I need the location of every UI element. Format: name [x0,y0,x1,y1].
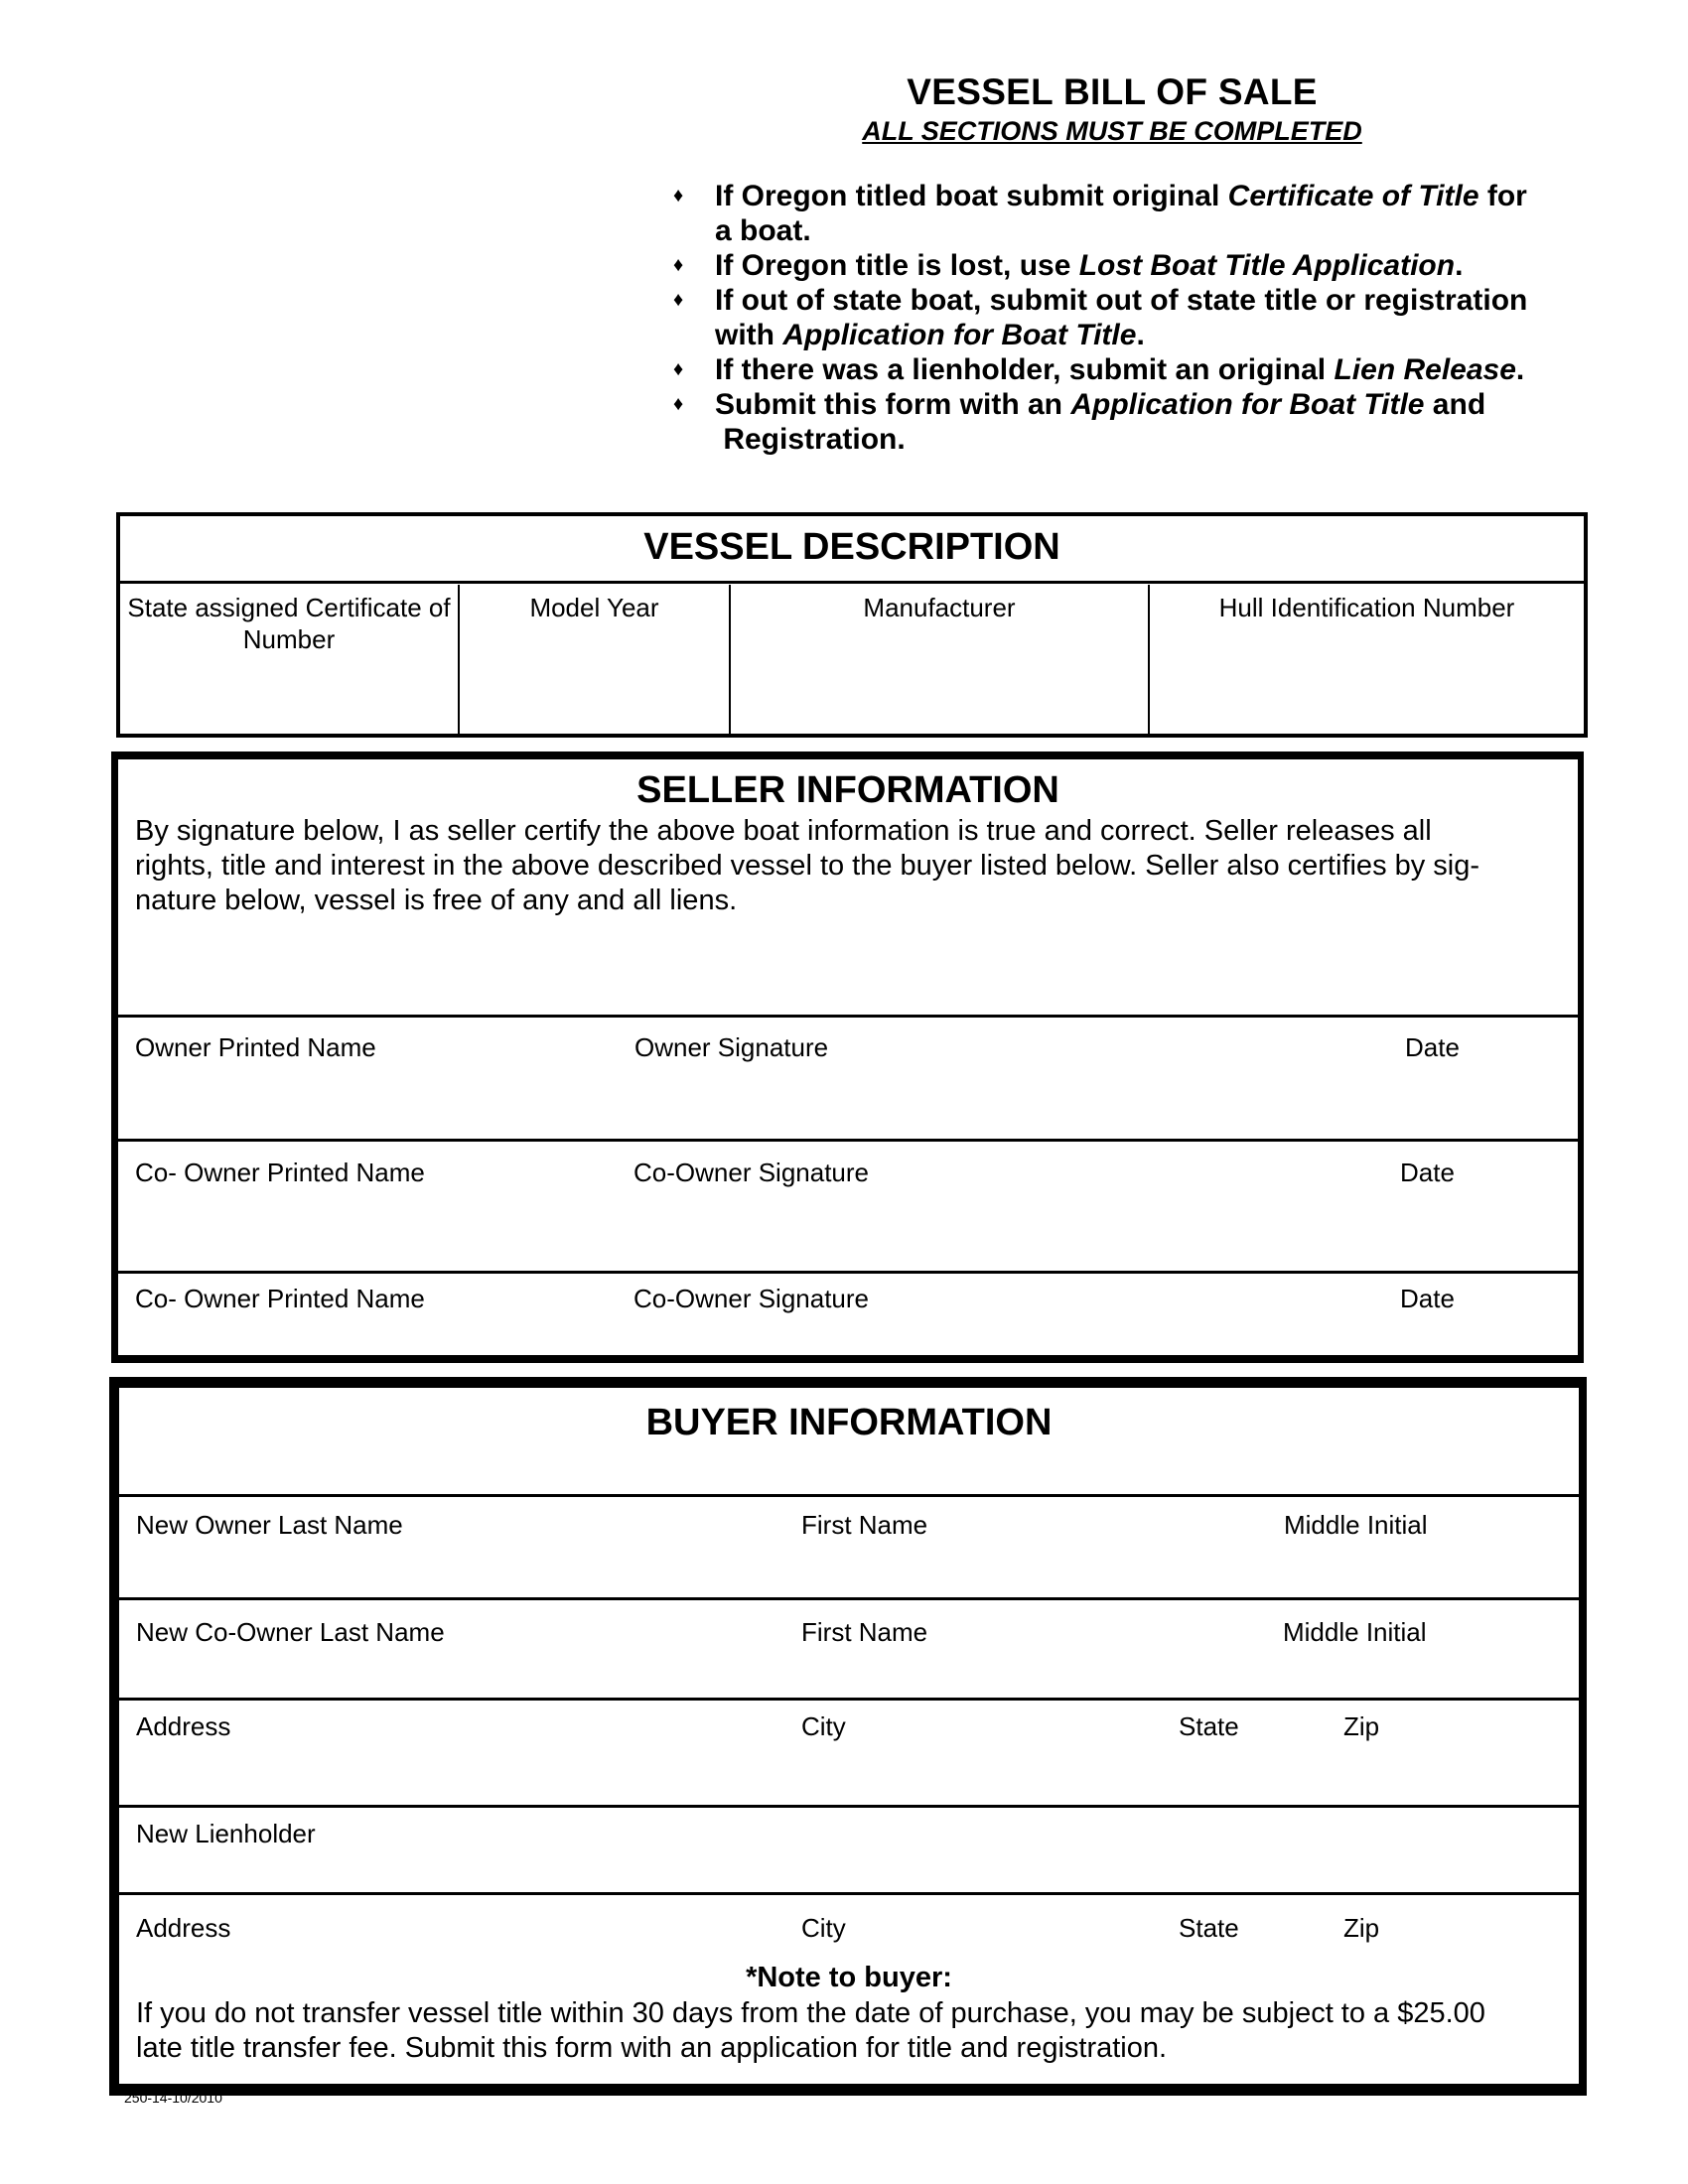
diamond-bullet-icon: ♦ [673,289,684,311]
instruction-text: . [1455,249,1464,282]
divider [118,1015,1578,1018]
vessel-description-section [116,512,1588,738]
instruction-text: with [715,319,783,351]
divider [119,1892,1579,1895]
buyer-information-section [109,1377,1587,2096]
city-label: City [801,1711,846,1741]
instruction-item [665,283,1559,352]
instruction-text: If Oregon title is lost, use [715,249,1079,282]
instruction-text: If out of state boat, submit out of state title or registration [715,284,1528,317]
divider [118,1271,1578,1274]
instruction-item [665,248,1559,283]
instruction-text: and [1424,388,1486,421]
page-title: VESSEL BILL OF SALE [907,71,1318,112]
note-to-buyer-text [136,1996,1559,2066]
seller-information-section [111,751,1584,1363]
new-lienholder-label: New Lienholder [136,1819,316,1848]
statement-line: rights, title and interest in the above described vessel to the buyer listed below. Seller also certifies by sig- [135,850,1480,882]
divider [119,1698,1579,1701]
note-line: late title transfer fee. Submit this form with an application for title and registration. [136,2032,1168,2064]
vessel-description-title: VESSEL DESCRIPTION [643,526,1060,568]
instruction-item [665,387,1559,457]
state-label: State [1179,1913,1239,1943]
hull-id-field[interactable] [1150,592,1584,623]
instruction-text: . [1515,353,1525,386]
seller-statement [135,814,1558,918]
statement-line: nature below, vessel is free of any and all liens. [135,885,738,916]
co-owner-date-label: Date [1400,1158,1455,1187]
first-name-label: First Name [801,1617,928,1647]
owner-printed-name-label: Owner Printed Name [135,1032,376,1062]
co-owner-signature-label: Co-Owner Signature [633,1284,869,1313]
seller-information-title: SELLER INFORMATION [636,769,1059,811]
instruction-emphasis: Lien Release [1334,353,1516,386]
co-owner-printed-name-label: Co- Owner Printed Name [135,1158,425,1187]
instruction-text: If there was a lienholder, submit an original [715,353,1335,386]
new-co-owner-last-name-label: New Co-Owner Last Name [136,1617,445,1647]
instruction-text: Registration. [715,423,906,456]
instruction-text: If Oregon titled boat submit original [715,180,1228,212]
note-line: If you do not transfer vessel title within 30 days from the date of purchase, you may be subject to a $25.00 [136,1997,1485,2029]
address-label: Address [136,1711,231,1741]
divider [119,1805,1579,1808]
divider [120,581,1584,584]
instruction-item [665,179,1559,248]
owner-date-label: Date [1405,1032,1460,1062]
first-name-label: First Name [801,1510,928,1540]
instruction-emphasis: Application for Boat Title [782,319,1137,351]
divider [118,1139,1578,1142]
co-owner-date-label: Date [1400,1284,1455,1313]
instructions-list [665,179,1559,457]
city-label: City [801,1913,846,1943]
buyer-information-title: BUYER INFORMATION [645,1402,1053,1443]
instruction-emphasis: Lost Boat Title Application [1078,249,1456,282]
form-number: 250-14-10/2010 [124,2090,222,2106]
instruction-emphasis: Certificate of Title [1227,180,1479,212]
diamond-bullet-icon: ♦ [673,185,684,206]
new-owner-last-name-label: New Owner Last Name [136,1510,403,1540]
diamond-bullet-icon: ♦ [673,254,684,276]
hull-id-label: Hull Identification Number [1218,593,1515,622]
manufacturer-label: Manufacturer [863,593,1016,622]
zip-label: Zip [1343,1711,1380,1741]
instruction-text: for [1478,180,1527,212]
co-owner-signature-label: Co-Owner Signature [633,1158,869,1187]
instruction-text: Submit this form with an [715,388,1071,421]
diamond-bullet-icon: ♦ [673,393,684,415]
state-label: State [1179,1711,1239,1741]
divider [119,1597,1579,1600]
middle-initial-label: Middle Initial [1283,1617,1427,1647]
middle-initial-label: Middle Initial [1284,1510,1428,1540]
divider [119,1494,1579,1497]
note-to-buyer-title: *Note to buyer: [746,1962,952,1993]
certificate-number-label: State assigned Certificate of Number [127,593,451,654]
instruction-text: a boat. [715,214,811,247]
owner-signature-label: Owner Signature [634,1032,829,1062]
zip-label: Zip [1343,1913,1380,1943]
model-year-label: Model Year [529,593,659,622]
address-label: Address [136,1913,231,1943]
instruction-text: . [1136,319,1145,351]
subtitle-text: ALL SECTIONS MUST BE COMPLETED [862,116,1362,146]
instruction-item [665,352,1559,387]
diamond-bullet-icon: ♦ [673,358,684,380]
co-owner-printed-name-label: Co- Owner Printed Name [135,1284,425,1313]
instruction-emphasis: Application for Boat Title [1070,388,1425,421]
model-year-field[interactable] [460,592,729,623]
statement-line: By signature below, I as seller certify the above boat information is true and correct. Seller releases all [135,815,1432,847]
certificate-number-field[interactable] [120,592,458,655]
page-subtitle [695,116,1529,147]
manufacturer-field[interactable] [731,592,1148,623]
